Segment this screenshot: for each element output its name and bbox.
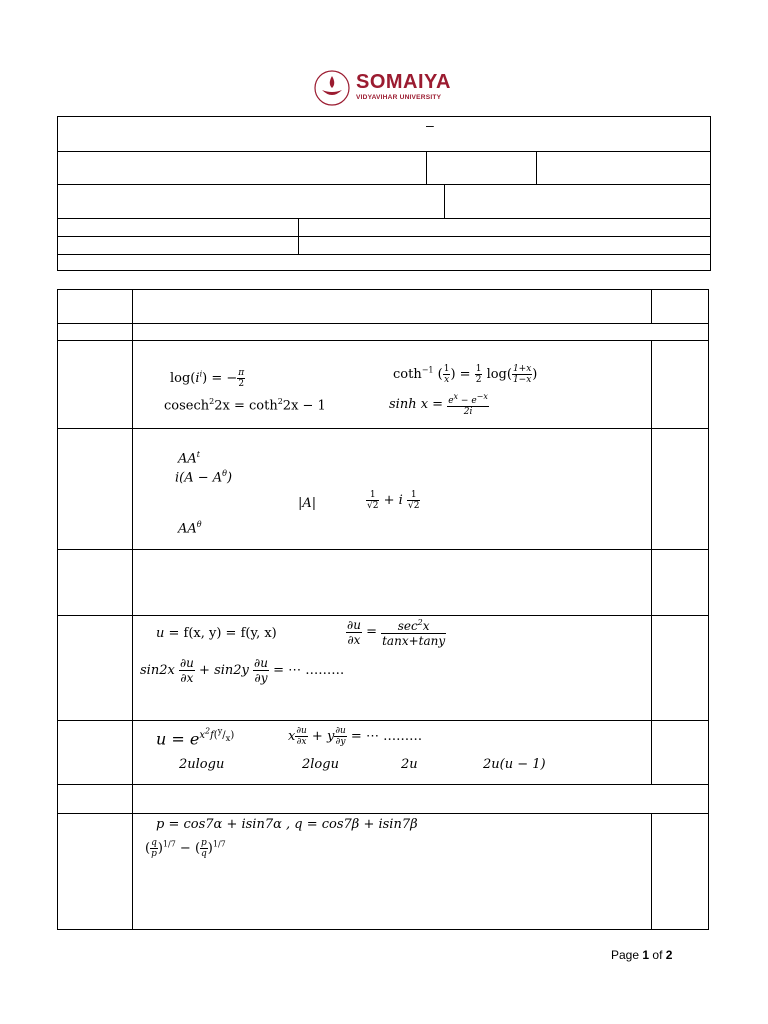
- option-1: 2ulogu: [179, 757, 225, 772]
- question-euler-expression: x $\frac{\partial u}{\partial x}$ + y $\frac{\partial u}{\partial y}$ = ⋯ ………: [288, 726, 423, 747]
- statement-u-exponential: $u = e^{x^2f(^y/_x)}$: [156, 727, 235, 749]
- option-i-a-minus-a-theta: $i(A - A^\theta)$: [175, 469, 233, 486]
- statement-p-q: p = cos7α + isin7α , q = cos7β + isin7β: [156, 817, 418, 832]
- question-expression: sin2x $\frac{\partial u}{\partial x}$ + sin2y $\frac{\partial u}{\partial y}$ = ⋯ ………: [140, 656, 345, 685]
- option-complex-value: $\frac{1}{√2}$ + i $\frac{1}{√2}$: [367, 490, 420, 511]
- option-cosech-identity: cosech$^2$2x = coth$^2$2x − 1: [164, 397, 326, 414]
- page-number: Page 1 of 2: [611, 948, 673, 962]
- option-log-i-power-i: $\log(i^i)$ = − $\frac{\pi}{2}$: [170, 368, 245, 389]
- option-3: 2u: [401, 757, 418, 772]
- statement-du-dx: $\frac{\partial u}{\partial x}$ = $\sec^2x$ tanx+tany: [347, 617, 446, 648]
- exam-info-table: [57, 116, 711, 271]
- option-4: 2u(u − 1): [483, 757, 546, 772]
- option-sinh-definition: sinh x = $\frac{e^x - e^{-x}}{2i}$: [389, 392, 488, 417]
- option-a-a-transpose: $AA^t$: [178, 450, 200, 467]
- brand-subtitle: VIDYAVIHAR UNIVERSITY: [356, 94, 442, 101]
- brand-name: SOMAIYA: [356, 71, 452, 93]
- university-logo: [312, 68, 462, 108]
- statement-u-symmetric: u = f(x, y) = f(y, x): [156, 626, 277, 641]
- lamp-emblem-icon: [312, 68, 352, 108]
- question-root-expression: ( $\frac{q}{p}$ )$^{1/7}$ − ( $\frac{p}{q}$ )$^{1/7}$: [145, 838, 226, 859]
- option-a-a-theta: $AA^\theta$: [178, 520, 202, 537]
- title-dash: –: [426, 117, 434, 133]
- option-2: 2logu: [302, 757, 339, 772]
- option-determinant: |A|: [298, 496, 317, 511]
- questions-table: [57, 289, 709, 930]
- option-inverse-coth: coth$^{-1}$ ( $\frac{1}{x}$ ) = $\frac{1}{2}$ log( $\frac{1+x}{1-x}$ ): [393, 364, 538, 385]
